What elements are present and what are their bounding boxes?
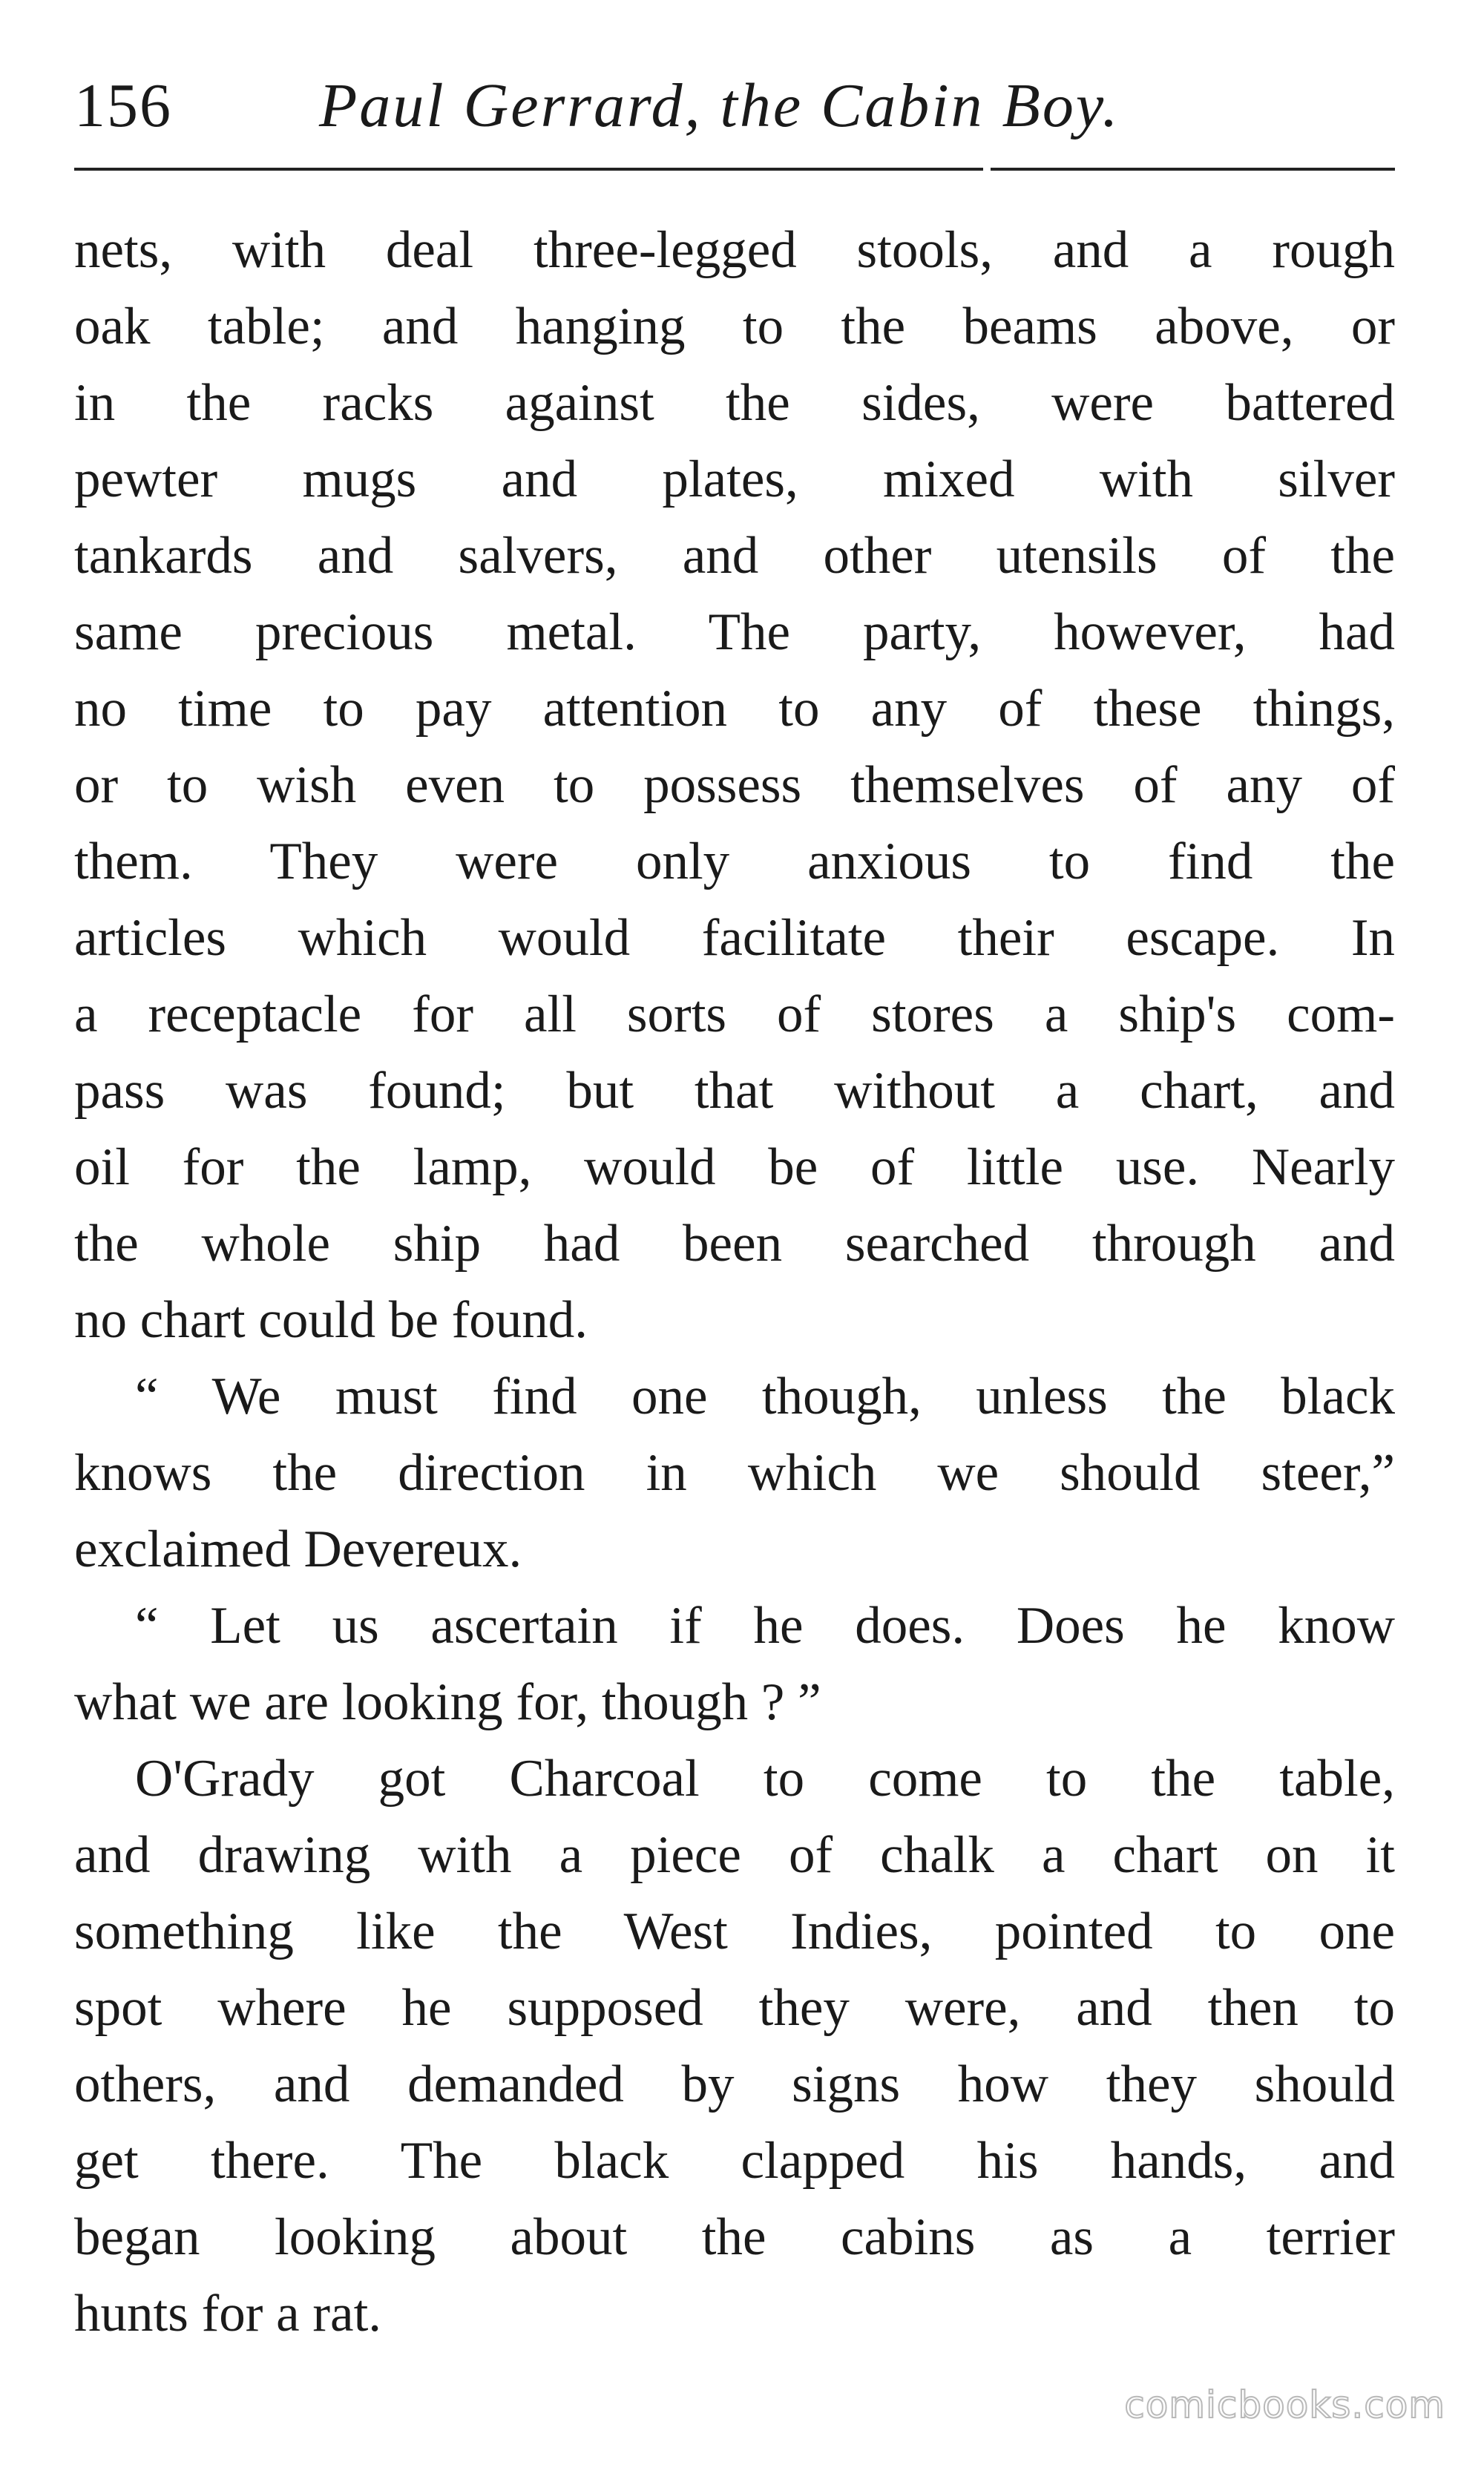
page-header	[74, 65, 1395, 147]
text-line: or to wish even to possess themselves of any of	[74, 756, 1395, 814]
text-line: them. They were only anxious to find the	[74, 833, 1395, 890]
text-line: and drawing with a piece of chalk a chart on it	[74, 1826, 1395, 1884]
text-line: exclaimed Devereux.	[74, 1520, 522, 1578]
watermark: comicbooks.com	[1124, 2383, 1445, 2426]
text-line: tankards and salvers, and other utensils of the	[74, 527, 1395, 585]
page-number: 156	[74, 71, 172, 140]
text-line: oil for the lamp, would be of little use. Nearly	[74, 1138, 1395, 1196]
text-line: O'Grady got Charcoal to come to the table,	[135, 1750, 1395, 1808]
text-line: articles which would facilitate their escape. In	[74, 909, 1395, 967]
text-line: something like the West Indies, pointed to one	[74, 1903, 1395, 1960]
text-line: what we are looking for, though ? ”	[74, 1673, 821, 1731]
text-line: no chart could be found.	[74, 1291, 588, 1349]
text-line: get there. The black clapped his hands, and	[74, 2132, 1395, 2190]
text-line: others, and demanded by signs how they should	[74, 2055, 1395, 2113]
text-line: “ We must find one though, unless the black	[135, 1368, 1395, 1425]
header-rule-left	[74, 168, 983, 171]
text-line: hunts for a rat.	[74, 2285, 382, 2343]
text-line: began looking about the cabins as a terrier	[74, 2208, 1395, 2266]
text-line: same precious metal. The party, however, had	[74, 603, 1395, 661]
text-line: nets, with deal three-legged stools, and a rough	[74, 221, 1395, 279]
text-line: spot where he supposed they were, and then to	[74, 1979, 1395, 2037]
text-line: knows the direction in which we should steer,”	[74, 1444, 1395, 1502]
header-rule-right	[991, 168, 1395, 171]
text-line: oak table; and hanging to the beams above, or	[74, 298, 1395, 355]
text-line: no time to pay attention to any of these things,	[74, 680, 1395, 738]
text-line: in the racks against the sides, were battered	[74, 374, 1395, 432]
body-text	[74, 212, 1395, 2352]
text-line: “ Let us ascertain if he does. Does he know	[135, 1597, 1395, 1655]
text-line: pass was found; but that without a chart, and	[74, 1062, 1395, 1120]
text-line: pewter mugs and plates, mixed with silver	[74, 450, 1395, 508]
text-line: the whole ship had been searched through and	[74, 1215, 1395, 1273]
running-head-title: Paul Gerrard, the Cabin Boy.	[319, 71, 1120, 140]
text-line: a receptacle for all sorts of stores a ship's com-	[74, 985, 1395, 1043]
